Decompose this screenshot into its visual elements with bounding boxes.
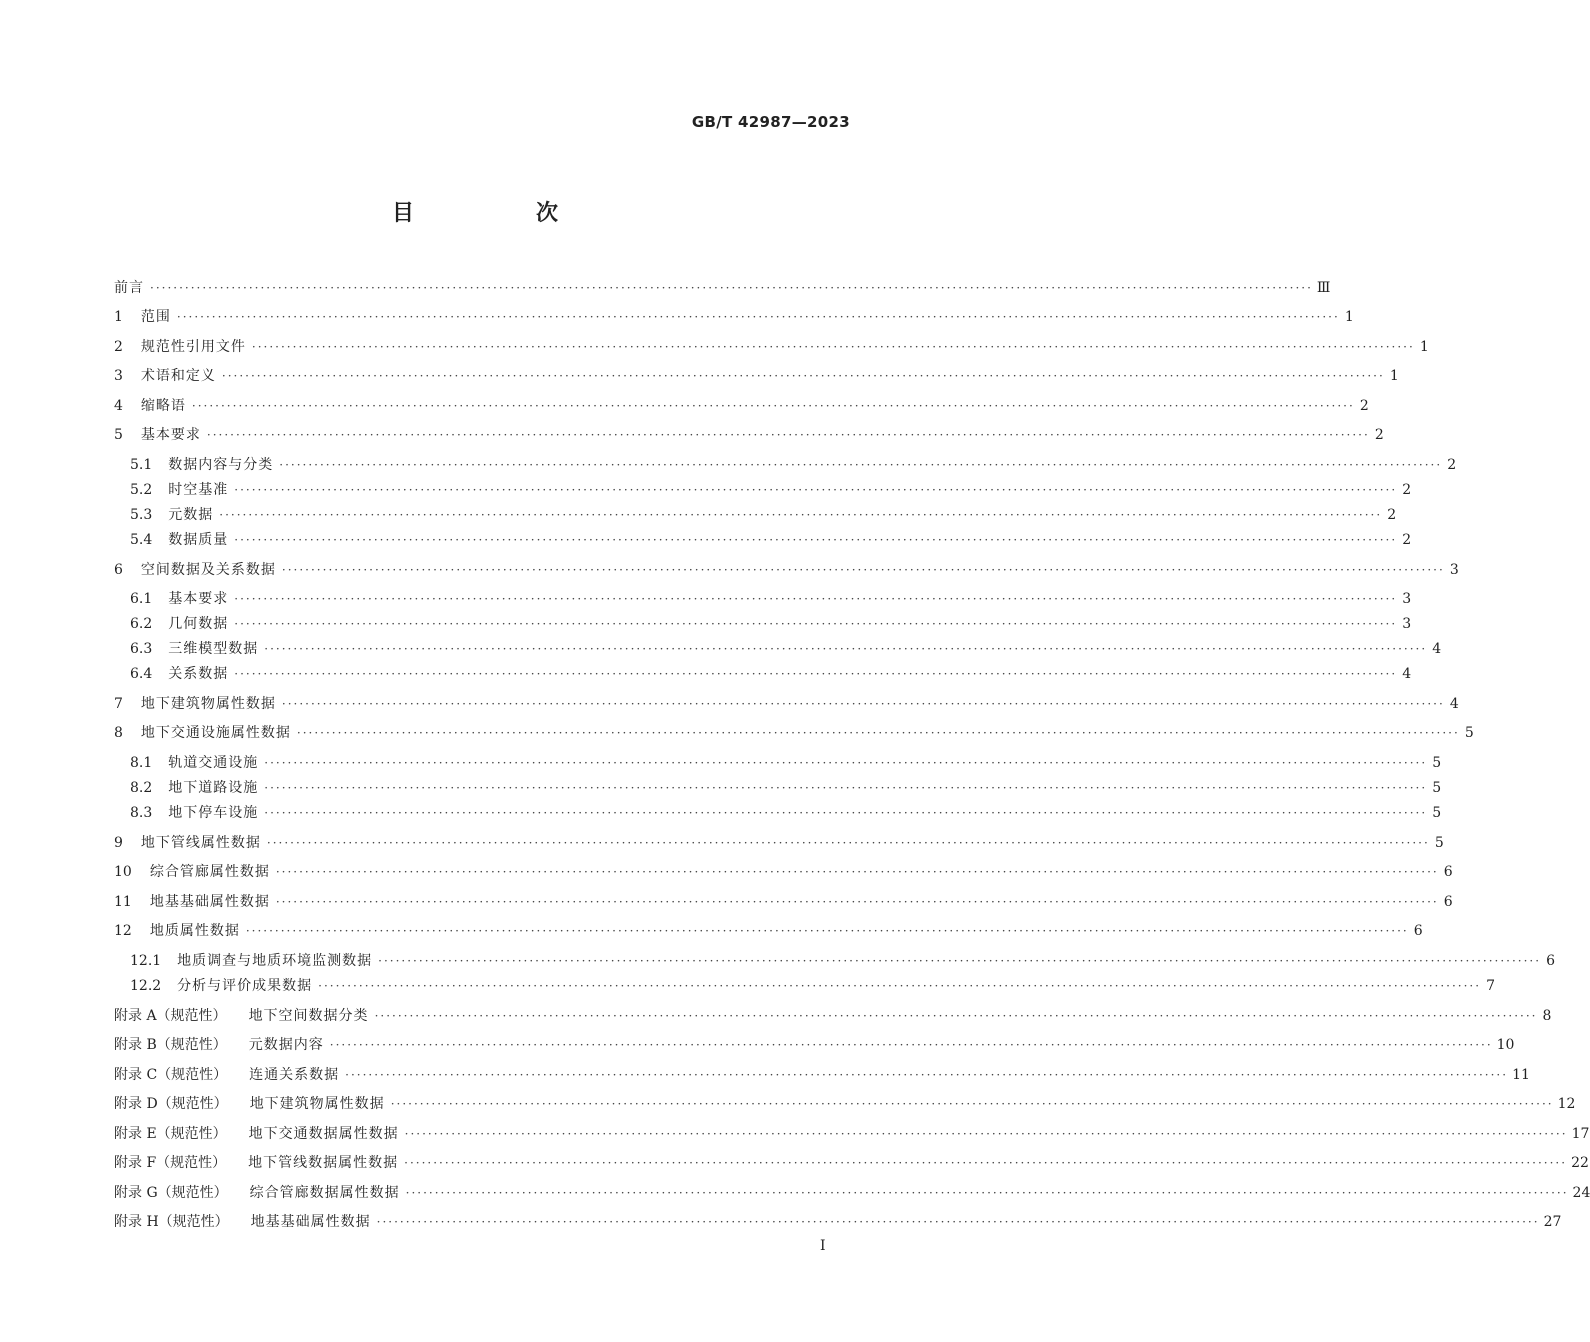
toc-leader-dots: ········································································································································································································ bbox=[234, 617, 1398, 631]
toc-entry-page: 8 bbox=[1542, 1008, 1552, 1024]
toc-entry-number: 6.3 bbox=[130, 641, 153, 657]
toc-entry-number: 5.3 bbox=[130, 507, 153, 523]
toc-entry-page: 12 bbox=[1557, 1096, 1576, 1112]
toc-entry[interactable] bbox=[114, 1153, 1589, 1173]
toc-entry-label: 空间数据及关系数据 bbox=[140, 562, 276, 578]
toc-entry-label: 元数据 bbox=[168, 507, 214, 523]
toc-entry[interactable] bbox=[114, 1124, 1590, 1144]
toc-entry-page: 4 bbox=[1449, 696, 1459, 712]
toc-entry[interactable] bbox=[114, 425, 1384, 445]
toc-leader-dots: ········································································································································································································ bbox=[378, 954, 1542, 968]
toc-entry-page: 5 bbox=[1434, 835, 1444, 851]
toc-entry-label: 轨道交通设施 bbox=[168, 755, 259, 771]
toc-entry-page: 2 bbox=[1402, 482, 1412, 498]
toc-entry-page: 5 bbox=[1432, 755, 1442, 771]
toc-leader-dots: ········································································································································································································ bbox=[296, 726, 1460, 740]
toc-leader-dots: ········································································································································································································ bbox=[266, 836, 1430, 850]
toc-leader-dots: ········································································································································································································ bbox=[404, 1156, 1568, 1170]
toc-entry-number: 11 bbox=[114, 894, 132, 910]
toc-entry-label: 连通关系数据 bbox=[249, 1067, 340, 1083]
toc-entry[interactable] bbox=[114, 1094, 1576, 1114]
toc-entry-number: 1 bbox=[114, 309, 123, 325]
toc-entry-number: 12.1 bbox=[130, 953, 162, 969]
toc-entry-number: 附录 C（规范性） bbox=[114, 1067, 228, 1083]
toc-entry[interactable] bbox=[114, 1065, 1530, 1085]
toc-entry-label: 数据质量 bbox=[168, 532, 229, 548]
toc-entry[interactable] bbox=[114, 1183, 1590, 1203]
toc-entry-page: 4 bbox=[1402, 666, 1412, 682]
toc-entry-label: 地下建筑物属性数据 bbox=[140, 696, 276, 712]
toc-entry-page: 1 bbox=[1344, 309, 1354, 325]
toc-entry-label: 地下停车设施 bbox=[168, 805, 259, 821]
toc-leader-dots: ········································································································································································································ bbox=[329, 1038, 1493, 1052]
toc-entry[interactable] bbox=[114, 337, 1429, 357]
toc-entry-number: 2 bbox=[114, 339, 123, 355]
toc-entry-number: 12 bbox=[114, 923, 132, 939]
toc-entry-page: 4 bbox=[1432, 641, 1442, 657]
standard-number: GB/T 42987—2023 bbox=[691, 113, 850, 131]
toc-leader-dots: ········································································································································································································ bbox=[264, 806, 1428, 820]
toc-entry-label: 基本要求 bbox=[168, 591, 229, 607]
toc-entry-number: 附录 H（规范性） bbox=[114, 1214, 229, 1230]
toc-leader-dots: ········································································································································································································ bbox=[221, 369, 1385, 383]
toc-entry-page: 6 bbox=[1443, 864, 1453, 880]
toc-leader-dots: ········································································································································································································ bbox=[390, 1097, 1554, 1111]
toc-leader-dots: ········································································································································································································ bbox=[264, 756, 1428, 770]
toc-entry-label: 地下空间数据分类 bbox=[248, 1008, 369, 1024]
toc-entry-page: 2 bbox=[1402, 532, 1412, 548]
page-title: 目 次 bbox=[391, 200, 608, 226]
toc-entry[interactable] bbox=[130, 753, 1442, 773]
toc-entry-label: 地基基础属性数据 bbox=[250, 1214, 371, 1230]
toc-entry-label: 地基基础属性数据 bbox=[149, 894, 270, 910]
toc-entry-page: Ⅲ bbox=[1316, 280, 1331, 296]
toc-entry-page: 5 bbox=[1432, 805, 1442, 821]
toc-entry-number: 12.2 bbox=[130, 978, 162, 994]
toc-leader-dots: ········································································································································································································ bbox=[281, 697, 1445, 711]
toc-entry-label: 范围 bbox=[140, 309, 171, 325]
toc-entry[interactable] bbox=[114, 1035, 1515, 1055]
toc-entry-number: 6.1 bbox=[130, 591, 153, 607]
toc-entry[interactable] bbox=[114, 921, 1423, 941]
toc-entry-page: 11 bbox=[1512, 1067, 1530, 1083]
toc-entry-page: 6 bbox=[1443, 894, 1453, 910]
toc-entry-label: 地质属性数据 bbox=[149, 923, 240, 939]
toc-entry-number: 5.4 bbox=[130, 532, 153, 548]
toc-entry[interactable] bbox=[130, 589, 1412, 609]
toc-entry-number: 4 bbox=[114, 398, 123, 414]
toc-entry[interactable] bbox=[114, 1212, 1562, 1232]
toc-entry-label: 地下交通设施属性数据 bbox=[140, 725, 291, 741]
toc-leader-dots: ········································································································································································································ bbox=[264, 642, 1428, 656]
toc-entry-page: 1 bbox=[1419, 339, 1429, 355]
toc-entry[interactable] bbox=[114, 307, 1354, 327]
toc-entry[interactable] bbox=[130, 639, 1442, 659]
toc-entry-number: 7 bbox=[114, 696, 123, 712]
toc-entry-label: 三维模型数据 bbox=[168, 641, 259, 657]
toc-entry-number: 附录 A（规范性） bbox=[114, 1008, 227, 1024]
toc-entry-page: 24 bbox=[1572, 1185, 1590, 1201]
toc-entry-page: 2 bbox=[1359, 398, 1369, 414]
toc-entry-number: 附录 F（规范性） bbox=[114, 1155, 227, 1171]
toc-entry-label: 地质调查与地质环境监测数据 bbox=[177, 953, 373, 969]
toc-leader-dots: ········································································································································································································ bbox=[376, 1215, 1540, 1229]
toc-leader-dots: ········································································································································································································ bbox=[176, 310, 1340, 324]
toc-entry-page: 5 bbox=[1432, 780, 1442, 796]
toc-entry-label: 缩略语 bbox=[140, 398, 186, 414]
toc-entry-page: 3 bbox=[1449, 562, 1459, 578]
toc-entry-label: 关系数据 bbox=[168, 666, 229, 682]
toc-entry[interactable] bbox=[130, 530, 1412, 550]
toc-entry-label: 几何数据 bbox=[168, 616, 229, 632]
toc-entry[interactable] bbox=[130, 480, 1412, 500]
toc-entry-page: 7 bbox=[1486, 978, 1496, 994]
toc-entry-label: 地下管线数据属性数据 bbox=[248, 1155, 399, 1171]
toc-entry[interactable] bbox=[114, 862, 1453, 882]
toc-entry[interactable] bbox=[114, 366, 1399, 386]
toc-entry[interactable] bbox=[130, 614, 1412, 634]
toc-entry-number: 8 bbox=[114, 725, 123, 741]
toc-leader-dots: ········································································································································································································ bbox=[281, 563, 1445, 577]
toc-leader-dots: ········································································································································································································ bbox=[275, 895, 1439, 909]
toc-entry[interactable] bbox=[130, 803, 1442, 823]
toc-entry-label: 综合管廊数据属性数据 bbox=[249, 1185, 400, 1201]
toc-leader-dots: ········································································································································································································ bbox=[318, 979, 1482, 993]
toc-leader-dots: ········································································································································································································ bbox=[219, 508, 1383, 522]
toc-entry[interactable] bbox=[114, 694, 1459, 714]
toc-entry-page: 2 bbox=[1447, 457, 1457, 473]
toc-entry[interactable] bbox=[130, 778, 1442, 798]
toc-leader-dots: ········································································································································································································ bbox=[405, 1186, 1569, 1200]
toc-leader-dots: ········································································································································································································ bbox=[275, 865, 1439, 879]
toc-entry-label: 综合管廊属性数据 bbox=[149, 864, 270, 880]
toc-leader-dots: ········································································································································································································ bbox=[234, 592, 1398, 606]
page-number: I bbox=[820, 1238, 826, 1254]
toc-leader-dots: ········································································································································································································ bbox=[206, 428, 1370, 442]
toc-entry-page: 2 bbox=[1387, 507, 1397, 523]
toc-entry-page: 10 bbox=[1496, 1037, 1515, 1053]
toc-entry-number: 附录 D（规范性） bbox=[114, 1096, 228, 1112]
toc-leader-dots: ········································································································································································································ bbox=[345, 1068, 1509, 1082]
toc-entry-page: 22 bbox=[1571, 1155, 1589, 1171]
toc-entry-label: 前言 bbox=[114, 280, 144, 296]
toc-leader-dots: ········································································································································································································ bbox=[404, 1127, 1568, 1141]
toc-leader-dots: ········································································································································································································ bbox=[245, 924, 1409, 938]
toc-entry-label: 分析与评价成果数据 bbox=[177, 978, 313, 994]
toc-leader-dots: ········································································································································································································ bbox=[234, 533, 1398, 547]
toc-entry[interactable] bbox=[114, 892, 1453, 912]
toc-leader-dots: ········································································································································································································ bbox=[279, 458, 1443, 472]
toc-entry[interactable] bbox=[130, 976, 1496, 996]
toc-entry-number: 8.2 bbox=[130, 780, 153, 796]
toc-entry-number: 5 bbox=[114, 427, 123, 443]
toc-entry-number: 6 bbox=[114, 562, 123, 578]
toc-entry[interactable] bbox=[130, 505, 1397, 525]
toc-entry-number: 附录 B（规范性） bbox=[114, 1037, 227, 1053]
toc-entry[interactable] bbox=[114, 1006, 1552, 1026]
toc-entry-page: 5 bbox=[1464, 725, 1474, 741]
toc-leader-dots: ········································································································································································································ bbox=[251, 340, 1415, 354]
toc-entry-label: 元数据内容 bbox=[248, 1037, 324, 1053]
toc-leader-dots: ········································································································································································································ bbox=[150, 281, 1313, 295]
toc-entry-label: 地下建筑物属性数据 bbox=[249, 1096, 385, 1112]
toc-entry-number: 5.2 bbox=[130, 482, 153, 498]
toc-entry-page: 3 bbox=[1402, 591, 1412, 607]
toc-leader-dots: ········································································································································································································ bbox=[264, 781, 1428, 795]
toc-entry-number: 附录 G（规范性） bbox=[114, 1185, 228, 1201]
toc-entry-label: 数据内容与分类 bbox=[168, 457, 274, 473]
toc-entry-number: 9 bbox=[114, 835, 123, 851]
toc-leader-dots: ········································································································································································································ bbox=[234, 483, 1398, 497]
toc-entry-page: 6 bbox=[1546, 953, 1556, 969]
toc-entry-number: 8.1 bbox=[130, 755, 153, 771]
toc-entry-label: 时空基准 bbox=[168, 482, 229, 498]
toc-entry-label: 地下道路设施 bbox=[168, 780, 259, 796]
toc-entry[interactable] bbox=[114, 396, 1369, 416]
toc-entry-number: 5.1 bbox=[130, 457, 153, 473]
toc-leader-dots: ········································································································································································································ bbox=[374, 1009, 1538, 1023]
toc-entry[interactable] bbox=[130, 664, 1412, 684]
toc-entry-label: 地下管线属性数据 bbox=[140, 835, 261, 851]
toc-entry-page: 2 bbox=[1374, 427, 1384, 443]
toc-entry-number: 6.2 bbox=[130, 616, 153, 632]
toc-entry[interactable] bbox=[114, 723, 1474, 743]
toc-entry-number: 6.4 bbox=[130, 666, 153, 682]
toc-leader-dots: ········································································································································································································ bbox=[191, 399, 1355, 413]
toc-entry-number: 3 bbox=[114, 368, 123, 384]
toc-entry-label: 地下交通数据属性数据 bbox=[248, 1126, 399, 1142]
toc-entry[interactable] bbox=[130, 455, 1457, 475]
toc-entry-page: 6 bbox=[1413, 923, 1423, 939]
toc-entry-number: 8.3 bbox=[130, 805, 153, 821]
toc-entry-number: 附录 E（规范性） bbox=[114, 1126, 227, 1142]
toc-entry-label: 规范性引用文件 bbox=[140, 339, 246, 355]
toc-entry-page: 3 bbox=[1402, 616, 1412, 632]
toc-entry-label: 基本要求 bbox=[140, 427, 201, 443]
toc-entry[interactable] bbox=[114, 278, 1331, 298]
toc-entry[interactable] bbox=[114, 833, 1444, 853]
toc-entry[interactable] bbox=[114, 560, 1459, 580]
toc-entry-number: 10 bbox=[114, 864, 132, 880]
toc-entry-label: 术语和定义 bbox=[140, 368, 216, 384]
toc-entry-page: 27 bbox=[1543, 1214, 1562, 1230]
toc-entry-page: 17 bbox=[1571, 1126, 1590, 1142]
toc-entry-page: 1 bbox=[1389, 368, 1399, 384]
toc-leader-dots: ········································································································································································································ bbox=[234, 667, 1398, 681]
toc-entry[interactable] bbox=[130, 951, 1556, 971]
